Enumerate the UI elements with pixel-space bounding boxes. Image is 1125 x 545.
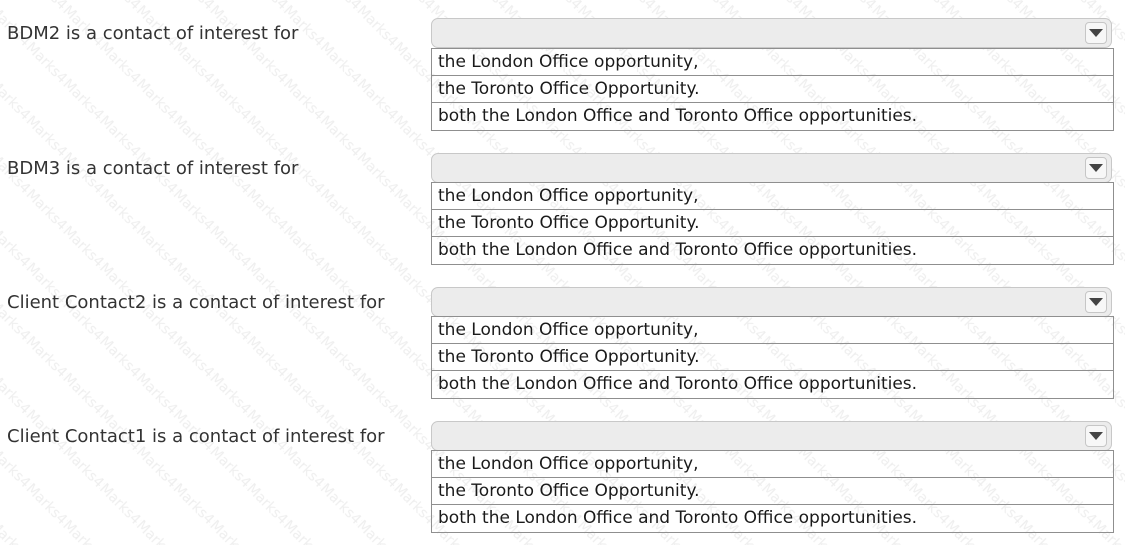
dropdown-option[interactable]: the London Office opportunity, xyxy=(432,317,1113,344)
dropdown-option[interactable]: both the London Office and Toronto Office opportunities. xyxy=(438,508,918,528)
answer-dropdown[interactable] xyxy=(431,153,1112,183)
question-label: BDM2 is a contact of interest for xyxy=(7,23,299,44)
question-label: BDM3 is a contact of interest for xyxy=(7,158,299,179)
question-label: Client Contact1 is a contact of interest for xyxy=(7,426,385,447)
dropdown-option[interactable]: the London Office opportunity, xyxy=(432,451,1113,478)
answer-dropdown[interactable] xyxy=(431,287,1112,317)
dropdown-option[interactable]: the London Office opportunity, xyxy=(432,49,1113,76)
chevron-down-icon[interactable] xyxy=(1085,157,1107,179)
dropdown-options xyxy=(431,48,1114,131)
dropdown-options xyxy=(431,182,1114,265)
dropdown-option[interactable]: both the London Office and Toronto Office opportunities. xyxy=(438,106,918,126)
dropdown-option[interactable]: the London Office opportunity, xyxy=(432,183,1113,210)
dropdown-option[interactable]: the Toronto Office Opportunity. xyxy=(432,344,1113,371)
dropdown-option[interactable]: both the London Office and Toronto Office opportunities. xyxy=(438,240,918,260)
chevron-down-icon[interactable] xyxy=(1085,22,1107,44)
chevron-down-icon[interactable] xyxy=(1085,425,1107,447)
dropdown-options xyxy=(431,316,1114,399)
answer-dropdown[interactable] xyxy=(431,421,1112,451)
chevron-down-icon[interactable] xyxy=(1085,291,1107,313)
dropdown-option[interactable]: the Toronto Office Opportunity. xyxy=(432,210,1113,237)
dropdown-option[interactable]: the Toronto Office Opportunity. xyxy=(432,76,1113,103)
answer-dropdown[interactable] xyxy=(431,18,1112,48)
dropdown-options xyxy=(431,450,1114,533)
question-label: Client Contact2 is a contact of interest for xyxy=(7,292,385,313)
dropdown-option[interactable]: the Toronto Office Opportunity. xyxy=(432,478,1113,505)
dropdown-option[interactable]: both the London Office and Toronto Office opportunities. xyxy=(438,374,918,394)
